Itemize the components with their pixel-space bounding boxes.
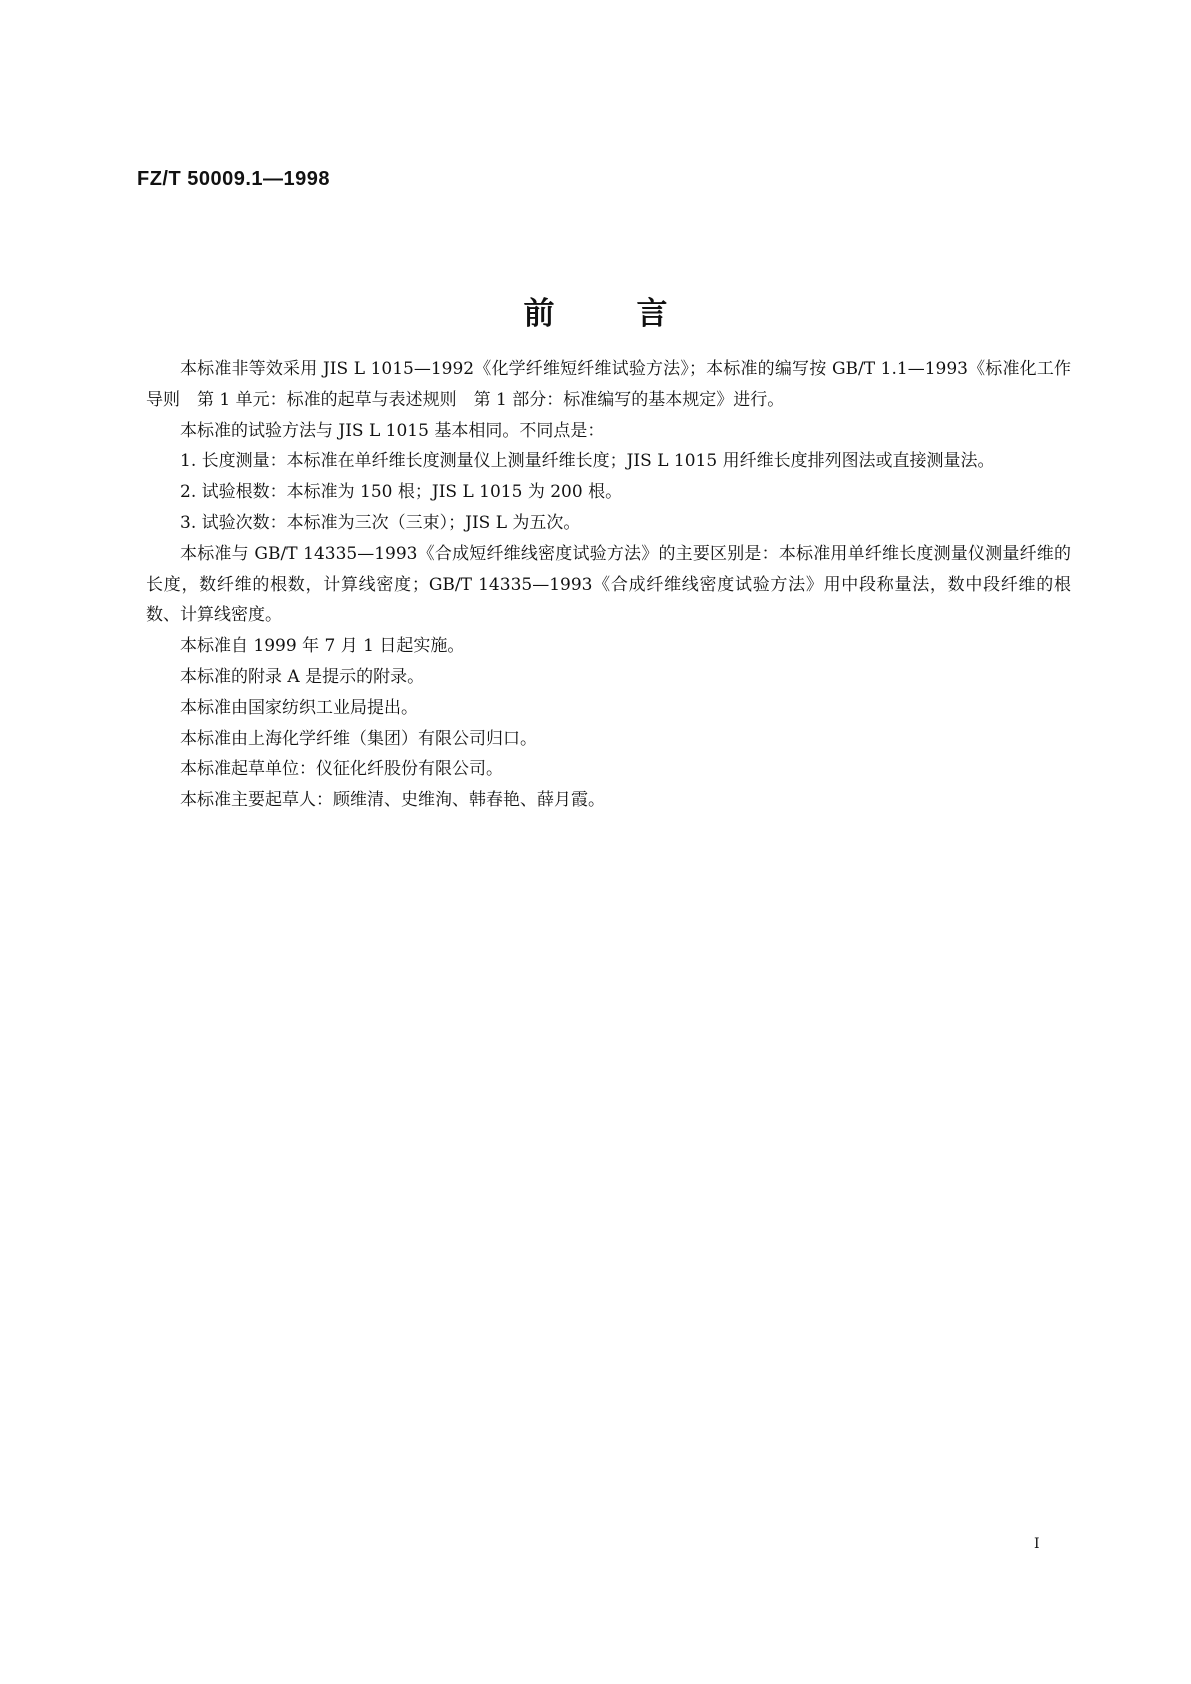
paragraph-annex: 本标准的附录 A 是提示的附录。 xyxy=(180,666,425,687)
paragraph-centralized-by: 本标准由上海化学纤维（集团）有限公司归口。 xyxy=(180,728,537,749)
list-item-test-count: 2. 试验根数：本标准为 150 根；JIS L 1015 为 200 根。 xyxy=(180,482,623,503)
standard-code: FZ/T 50009.1—1998 xyxy=(137,168,331,190)
list-item-test-times: 3. 试验次数：本标准为三次（三束）；JIS L 为五次。 xyxy=(180,512,581,533)
page-number: I xyxy=(1034,1536,1040,1552)
paragraph-drafting-unit: 本标准起草单位：仪征化纤股份有限公司。 xyxy=(180,759,503,780)
paragraph-drafters: 本标准主要起草人：顾维清、史维洵、韩春艳、薛月霞。 xyxy=(180,790,605,811)
paragraph-comparison: 本标准与 GB/T 14335—1993《合成短纤维线密度试验方法》的主要区别是：本标准用单纤维长度测量仪测量纤维的长度，数纤维的根数，计算线密度；GB/T 14335—1993《合成纤维线密度试验方法》用中段称量法，数中段纤维的根数、计算线密度。 xyxy=(146,543,1071,626)
paragraph-effective-date: 本标准自 1999 年 7 月 1 日起实施。 xyxy=(180,636,465,657)
paragraph-adoption: 本标准非等效采用 JIS L 1015—1992《化学纤维短纤维试验方法》；本标准的编写按 GB/T 1.1—1993《标准化工作导则 第 1 单元：标准的起草与表述规则 第 1 部分：标准编写的基本规定》进行。 xyxy=(146,359,1071,410)
paragraph-differences-intro: 本标准的试验方法与 JIS L 1015 基本相同。不同点是： xyxy=(180,420,605,441)
foreword-title: 前言 xyxy=(523,296,750,332)
list-item-length-measurement: 1. 长度测量：本标准在单纤维长度测量仪上测量纤维长度；JIS L 1015 用纤维长度排列图法或直接测量法。 xyxy=(180,451,995,472)
paragraph-proposed-by: 本标准由国家纺织工业局提出。 xyxy=(180,697,418,718)
foreword-body xyxy=(146,354,1071,816)
